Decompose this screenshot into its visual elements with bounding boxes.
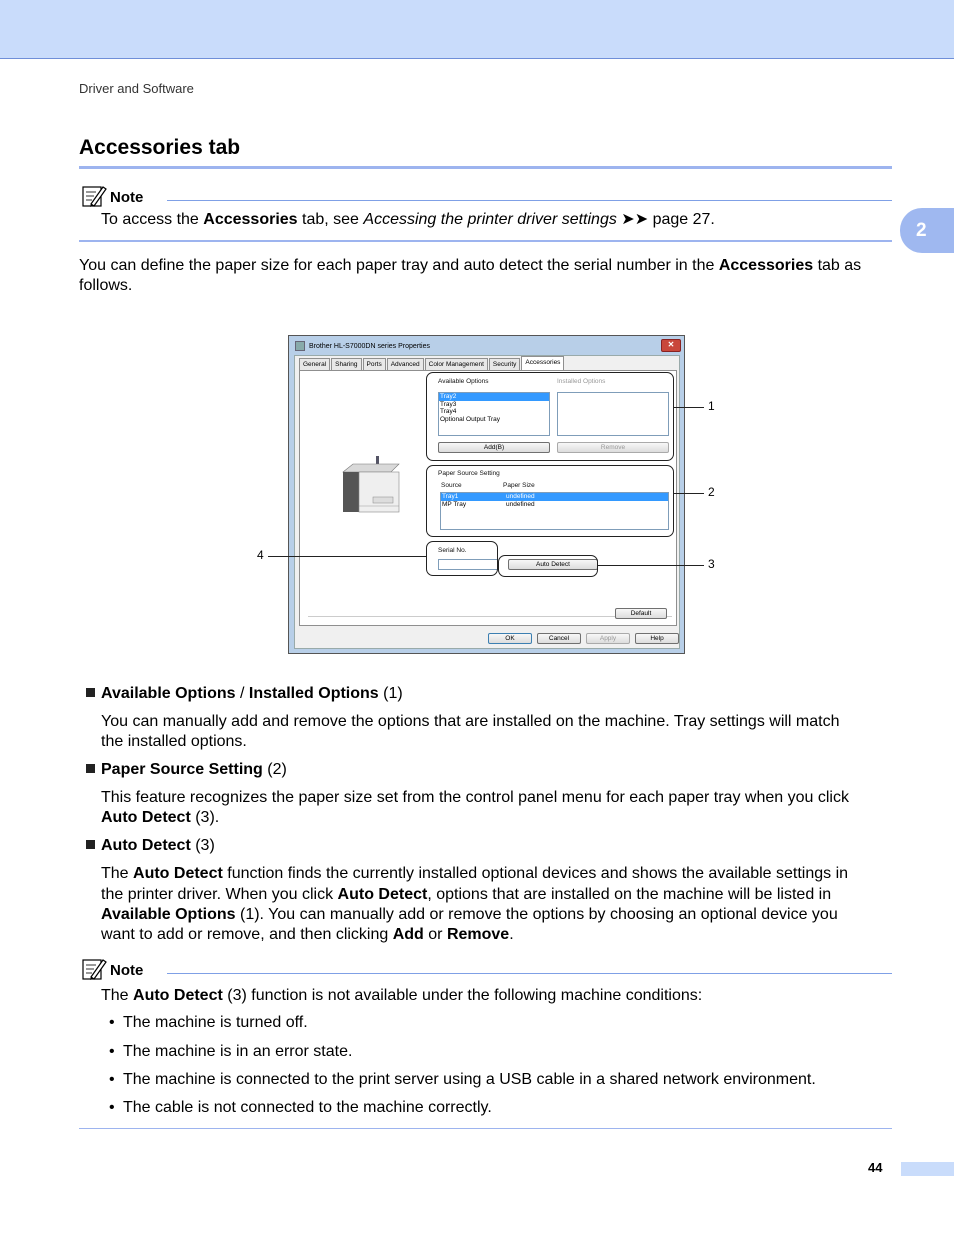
- header-band: [0, 0, 954, 59]
- callout-box-1: [426, 372, 674, 461]
- title-rule: [79, 166, 892, 169]
- source-column-header: Source: [441, 482, 462, 489]
- add-button[interactable]: Add(B): [438, 442, 550, 453]
- table-row[interactable]: MP Tray undefined: [442, 500, 535, 508]
- serial-number-label: Serial No.: [438, 547, 467, 554]
- list-item: • The machine is in an error state.: [109, 1043, 353, 1060]
- callout-number-1: 1: [708, 399, 715, 413]
- callout-number-3: 3: [708, 557, 715, 571]
- paper-size-column-header: Paper Size: [503, 482, 535, 489]
- item-text-auto-detect-line3: Available Options (1). You can manually add or remove the options by choosing an optional device you: [101, 906, 838, 923]
- paper-source-label: Paper Source Setting: [438, 470, 500, 477]
- installed-options-label: Installed Options: [557, 378, 606, 385]
- callout-leader-4: [268, 556, 426, 557]
- apply-button[interactable]: Apply: [586, 633, 630, 644]
- tab-accessories[interactable]: Accessories: [521, 356, 564, 370]
- list-item: • The machine is turned off.: [109, 1014, 308, 1031]
- tab-color-management[interactable]: Color Management: [425, 358, 488, 370]
- callout-number-2: 2: [708, 485, 715, 499]
- remove-button[interactable]: Remove: [557, 442, 669, 453]
- callout-box-3: [498, 555, 598, 577]
- note-box-2: [79, 957, 892, 983]
- default-button[interactable]: Default: [615, 608, 667, 619]
- tab-general[interactable]: General: [299, 358, 330, 370]
- callout-leader-1: [674, 407, 704, 408]
- square-bullet-icon: [86, 688, 95, 697]
- footer-band: [901, 1162, 954, 1176]
- item-text-available-options-line2: the installed options.: [101, 733, 247, 750]
- note-box: [79, 184, 892, 242]
- list-item[interactable]: Optional Output Tray: [440, 415, 500, 423]
- note-label: Note: [110, 189, 144, 206]
- callout-leader-2: [674, 493, 704, 494]
- cancel-button[interactable]: Cancel: [537, 633, 581, 644]
- note-pencil-icon: [81, 184, 107, 208]
- tab-security[interactable]: Security: [489, 358, 520, 370]
- callout-leader-3: [598, 565, 704, 566]
- list-item[interactable]: Tray2: [439, 393, 549, 401]
- item-text-paper-source-line2: Auto Detect (3).: [101, 809, 220, 826]
- callout-box-2: [426, 465, 674, 537]
- item-text-available-options-line1: You can manually add and remove the options that are installed on the machine. Tray settings will match: [101, 713, 840, 730]
- callout-box-4: [426, 541, 498, 576]
- item-text-auto-detect-line2: the printer driver. When you click Auto Detect, options that are installed on the machine will be listed in: [101, 886, 832, 903]
- note-label: Note: [110, 962, 144, 979]
- item-text-auto-detect-line1: The Auto Detect function finds the currently installed optional devices and shows the available settings in: [101, 865, 849, 882]
- table-row[interactable]: Tray1 undefined: [441, 493, 668, 501]
- printer-image: [339, 456, 401, 514]
- list-item[interactable]: Tray4: [440, 408, 457, 415]
- note-rule: [167, 200, 892, 201]
- page-number: 44: [868, 1160, 883, 1175]
- chapter-tab[interactable]: 2: [900, 208, 954, 253]
- tab-advanced[interactable]: Advanced: [387, 358, 424, 370]
- tab-sharing[interactable]: Sharing: [331, 358, 361, 370]
- square-bullet-icon: [86, 840, 95, 849]
- list-item: • The machine is connected to the print server using a USB cable in a shared network environment.: [109, 1071, 816, 1088]
- available-options-label: Available Options: [438, 378, 489, 385]
- help-button[interactable]: Help: [635, 633, 679, 644]
- item-heading-paper-source: Paper Source Setting (2): [86, 760, 287, 780]
- tab-ports[interactable]: Ports: [363, 358, 386, 370]
- note-bottom-rule: [79, 240, 892, 242]
- item-heading-available-options: Available Options / Installed Options (1): [86, 684, 403, 704]
- note-rule: [167, 973, 892, 974]
- window-title: Brother HL-S7000DN series Properties: [309, 342, 430, 350]
- callout-number-4: 4: [257, 548, 264, 562]
- page-title: Accessories tab: [79, 136, 241, 159]
- ok-button[interactable]: OK: [488, 633, 532, 644]
- window-titlebar: [293, 338, 681, 354]
- auto-detect-button[interactable]: Auto Detect: [508, 559, 598, 570]
- note-text: To access the Accessories tab, see Accessing the printer driver settings ➤➤ page 27.: [101, 211, 715, 228]
- section-label: Driver and Software: [79, 81, 194, 96]
- list-item[interactable]: Tray3: [440, 400, 457, 408]
- close-icon[interactable]: ✕: [661, 339, 681, 352]
- item-text-auto-detect-line4: want to add or remove, and then clicking Add or Remove.: [101, 926, 514, 943]
- item-text-paper-source-line1: This feature recognizes the paper size set from the control panel menu for each paper tray when you click: [101, 789, 849, 806]
- list-item: • The cable is not connected to the machine correctly.: [109, 1099, 492, 1116]
- square-bullet-icon: [86, 764, 95, 773]
- note-pencil-icon: [81, 957, 107, 981]
- intro-paragraph: You can define the paper size for each paper tray and auto detect the serial number in the Accessories tab as follows.: [79, 257, 862, 294]
- tab-strip: [299, 358, 565, 370]
- cross-reference-link[interactable]: Accessing the printer driver settings: [363, 211, 617, 228]
- item-heading-auto-detect: Auto Detect (3): [86, 836, 215, 856]
- note2-text: The Auto Detect (3) function is not available under the following machine conditions:: [101, 987, 703, 1004]
- printer-app-icon: [295, 341, 305, 351]
- footer-rule: [79, 1128, 892, 1129]
